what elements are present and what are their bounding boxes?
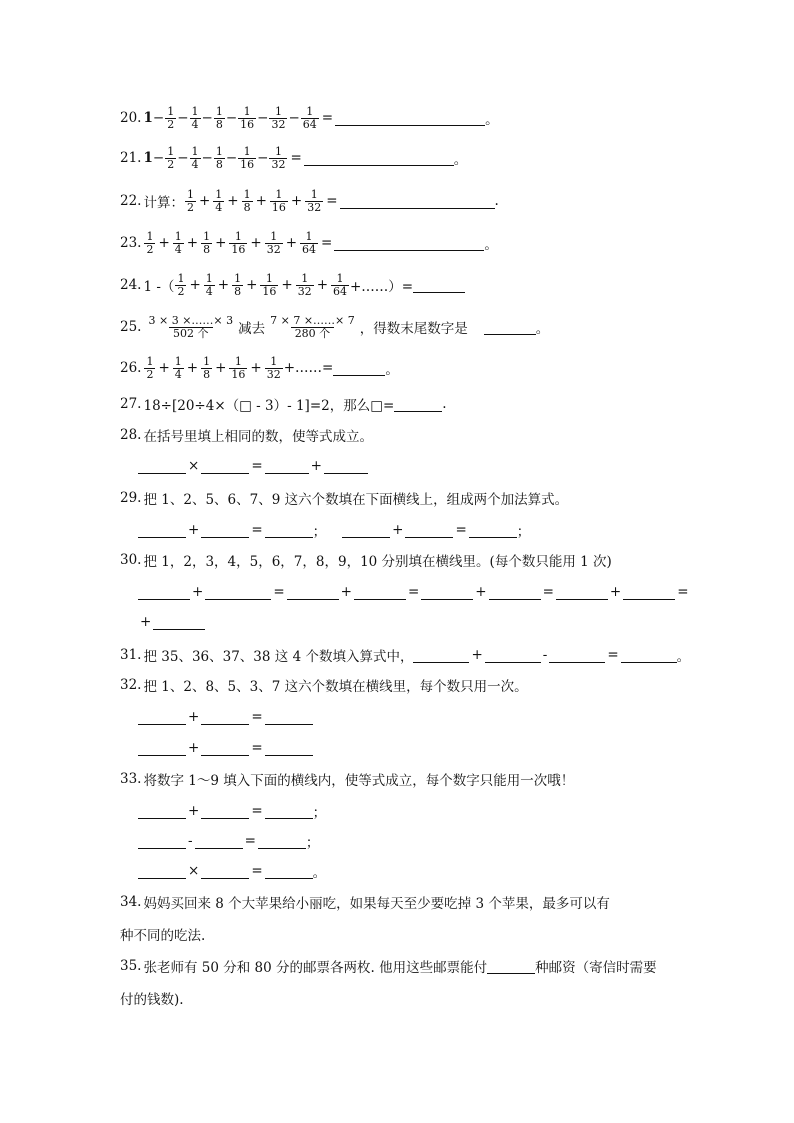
fraction: $\frac{1}{16}$ [240, 104, 255, 131]
answer-blank[interactable] [340, 194, 495, 209]
fraction: $\frac{1}{32}$ [297, 271, 312, 298]
fraction: $\frac{1}{4}$ [191, 144, 199, 171]
answer-blank[interactable] [484, 320, 536, 335]
question-33: 33. 将数字 1～9 填入下面的横线内，使等式成立，每个数字只能用一次哦！ [120, 771, 575, 789]
answer-blank[interactable] [413, 278, 465, 293]
answer-blank[interactable] [342, 523, 390, 538]
answer-blank[interactable] [621, 648, 677, 663]
question-25: 25. $\frac{3 \times 3 \times\dots\dots\times 3}{\text{502 个}}$ 减去 $\frac{7 \times 7 \times\dots\dots\times 7}{\text{280 个}}$ ，得数末尾数字是 。 [120, 313, 550, 340]
power-fraction-7: $\frac{7 \times 7 \times\dots\dots\times 7}{\text{280 个}}$ [270, 313, 355, 340]
fraction: $\frac{1}{16}$ [231, 354, 246, 381]
question-number: 20. [120, 110, 142, 126]
answer-blank[interactable] [324, 459, 368, 474]
fraction: $\frac{1}{32}$ [271, 144, 286, 171]
question-31: 31. 把 35、36、37、38 这 4 个数填入算式中， + - = 。 [120, 647, 691, 665]
answer-blank[interactable] [334, 236, 484, 251]
answer-blank[interactable] [138, 710, 186, 725]
answer-blank[interactable] [138, 834, 186, 849]
question-32: 32. 把 1、2、8、5、3、7 这六个数填在横线里，每个数只用一次。 [120, 677, 528, 695]
power-fraction-3: $\frac{3 \times 3 \times\dots\dots\times 3}{\text{502 个}}$ [148, 313, 234, 340]
fraction: $\frac{1}{2}$ [167, 144, 175, 171]
answer-blank[interactable] [201, 741, 249, 756]
fraction: $\frac{1}{2}$ [186, 187, 194, 214]
fraction: $\frac{1}{8}$ [203, 354, 211, 381]
question-number: 31. [120, 647, 142, 663]
answer-blank[interactable] [394, 397, 442, 412]
fraction: $\frac{1}{8}$ [203, 229, 211, 256]
fraction: $\frac{1}{16}$ [231, 229, 246, 256]
answer-blank[interactable] [201, 864, 249, 879]
answer-blank[interactable] [354, 585, 406, 600]
question-29-equations: + = ； + = ； [138, 518, 530, 542]
answer-blank[interactable] [487, 959, 535, 974]
answer-blank[interactable] [265, 523, 313, 538]
question-number: 26. [120, 360, 142, 376]
answer-blank[interactable] [556, 585, 608, 600]
fraction: $\frac{1}{64}$ [302, 229, 317, 256]
answer-blank[interactable] [265, 804, 313, 819]
fraction: $\frac{1}{8}$ [215, 144, 223, 171]
question-32-equation-2: + = [138, 736, 313, 760]
question-number: 24. [120, 277, 142, 293]
question-number: 23. [120, 235, 142, 251]
fraction: $\frac{1}{2}$ [177, 271, 185, 298]
answer-blank[interactable] [205, 585, 271, 600]
question-28: 28. 在括号里填上相同的数，使等式成立。 [120, 427, 373, 445]
answer-blank[interactable] [153, 615, 205, 630]
answer-blank[interactable] [138, 523, 186, 538]
answer-blank[interactable] [333, 361, 385, 376]
answer-blank[interactable] [138, 459, 186, 474]
answer-blank[interactable] [405, 523, 453, 538]
question-35-cont: 付的钱数). [120, 992, 184, 1008]
question-33-equation-1: + = ； [138, 799, 326, 823]
fraction: $\frac{1}{16}$ [271, 187, 286, 214]
question-33-equation-3: × = 。 [138, 859, 326, 883]
question-30-equation-tail: + [138, 610, 205, 634]
fraction: $\frac{1}{64}$ [333, 271, 347, 298]
question-27: 27. 18÷[20÷4×（□ - 3）- 1]=2，那么□= . [120, 396, 447, 414]
fraction: $\frac{1}{32}$ [266, 229, 281, 256]
answer-blank[interactable] [335, 111, 485, 126]
answer-blank[interactable] [549, 648, 605, 663]
question-32-equation-1: + = [138, 705, 313, 729]
question-number: 33. [120, 771, 142, 787]
answer-blank[interactable] [138, 804, 186, 819]
lead-one: 1 [143, 110, 153, 126]
fraction: $\frac{1}{4}$ [174, 354, 182, 381]
question-number: 29. [120, 490, 142, 506]
fraction: $\frac{1}{32}$ [266, 354, 281, 381]
fraction: $\frac{1}{32}$ [307, 187, 322, 214]
fraction: $\frac{1}{8}$ [234, 271, 242, 298]
question-28-equation: × = + [138, 454, 368, 478]
answer-blank[interactable] [201, 523, 249, 538]
fraction: $\frac{1}{32}$ [271, 104, 286, 131]
question-24: 24. 1 -（ $\frac{1}{2}$ + $\frac{1}{4}$ + $\frac{1}{8}$ + $\frac{1}{16}$ + $\frac{1}{32}$ + $\frac{1}{64}$ +……）= [120, 273, 465, 297]
question-number: 32. [120, 677, 142, 693]
question-number: 30. [120, 552, 142, 568]
question-20: 20. 1 − $\frac{1}{2}$ − $\frac{1}{4}$ − $\frac{1}{8}$ − $\frac{1}{16}$ − $\frac{1}{32}$ − $\frac{1}{64}$ = 。 [120, 104, 499, 131]
answer-blank[interactable] [489, 585, 541, 600]
answer-blank[interactable] [469, 523, 517, 538]
answer-blank[interactable] [485, 648, 541, 663]
answer-blank[interactable] [138, 741, 186, 756]
fraction: $\frac{1}{16}$ [240, 144, 255, 171]
question-number: 27. [120, 396, 142, 412]
question-30: 30. 把 1，2，3，4，5，6，7，8，9，10 分别填在横线里。(每个数只能用 1 次) [120, 552, 612, 570]
answer-blank[interactable] [265, 741, 313, 756]
question-number: 22. [120, 193, 142, 209]
answer-blank[interactable] [201, 710, 249, 725]
fraction: $\frac{1}{64}$ [302, 104, 317, 131]
fraction: $\frac{1}{4}$ [215, 187, 223, 214]
question-34: 34. 妈妈买回来 8 个大苹果给小丽吃，如果每天至少要吃掉 3 个苹果，最多可以有 [120, 894, 610, 912]
question-29: 29. 把 1、2、5、6、7、9 这六个数填在下面横线上，组成两个加法算式。 [120, 490, 569, 508]
answer-blank[interactable] [413, 648, 469, 663]
fraction: $\frac{1}{2}$ [146, 229, 154, 256]
answer-blank[interactable] [258, 834, 306, 849]
answer-blank[interactable] [195, 834, 243, 849]
question-number: 28. [120, 427, 142, 443]
answer-blank[interactable] [623, 585, 675, 600]
fraction: $\frac{1}{16}$ [262, 271, 277, 298]
answer-blank[interactable] [421, 585, 473, 600]
question-22: 22. 计算： $\frac{1}{2}$ + $\frac{1}{4}$ + $\frac{1}{8}$ + $\frac{1}{16}$ + $\frac{1}{32}$ = . [120, 187, 499, 214]
question-33-equation-2: - = ； [138, 829, 319, 853]
answer-blank[interactable] [265, 710, 313, 725]
fraction: $\frac{1}{2}$ [146, 354, 154, 381]
fraction: $\frac{1}{8}$ [215, 104, 223, 131]
fraction: $\frac{1}{4}$ [205, 271, 213, 298]
fraction: $\frac{1}{4}$ [174, 229, 182, 256]
question-26: 26. $\frac{1}{2}$ + $\frac{1}{4}$ + $\frac{1}{8}$ + $\frac{1}{16}$ + $\frac{1}{32}$ +……= 。 [120, 354, 399, 381]
answer-blank[interactable] [265, 459, 309, 474]
question-number: 25. [120, 319, 142, 335]
fraction: $\frac{1}{2}$ [167, 104, 175, 131]
answer-blank[interactable] [201, 459, 249, 474]
fraction: $\frac{1}{4}$ [191, 104, 199, 131]
answer-blank[interactable] [138, 864, 186, 879]
question-30-equations: + = + = + = + = [138, 580, 691, 604]
fraction: $\frac{1}{8}$ [243, 187, 251, 214]
answer-blank[interactable] [138, 585, 190, 600]
answer-blank[interactable] [304, 151, 454, 166]
question-35: 35. 张老师有 50 分和 80 分的邮票各两枚. 他用这些邮票能付 种邮资（寄信时需要 [120, 958, 657, 976]
question-number: 34. [120, 894, 142, 910]
answer-blank[interactable] [287, 585, 339, 600]
question-number: 35. [120, 958, 142, 974]
answer-blank[interactable] [201, 804, 249, 819]
question-23: 23. $\frac{1}{2}$ + $\frac{1}{4}$ + $\frac{1}{8}$ + $\frac{1}{16}$ + $\frac{1}{32}$ + $\frac{1}{64}$ = 。 [120, 229, 498, 256]
question-number: 21. [120, 150, 142, 166]
question-21: 21. 1 − $\frac{1}{2}$ − $\frac{1}{4}$ − $\frac{1}{8}$ − $\frac{1}{16}$ − $\frac{1}{32}$ = 。 [120, 144, 468, 171]
question-34-cont: 种不同的吃法. [120, 928, 206, 944]
answer-blank[interactable] [265, 864, 313, 879]
